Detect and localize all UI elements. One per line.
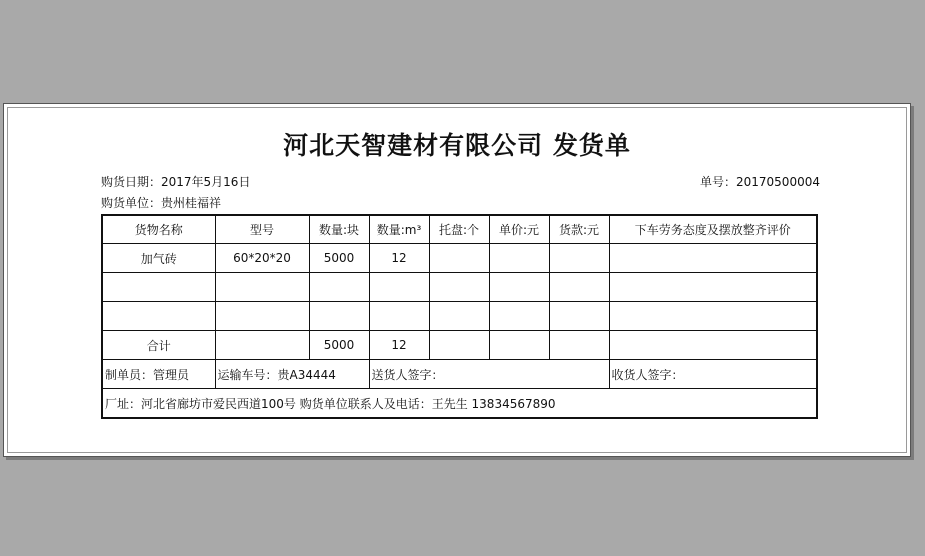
- cell: [309, 273, 369, 302]
- col-header-qty-m3: 数量:m³: [369, 215, 429, 244]
- document-title: 河北天智建材有限公司 发货单: [283, 131, 631, 160]
- factory-address: 厂址：河北省廊坊市爱民西道100号 购货单位联系人及电话：王先生 13834567890: [102, 389, 817, 419]
- cell: [215, 331, 309, 360]
- col-header-unit-price: 单价:元: [489, 215, 549, 244]
- col-header-model: 型号: [215, 215, 309, 244]
- cell: [429, 273, 489, 302]
- total-row: [102, 331, 817, 360]
- col-header-amount: 货款:元: [549, 215, 609, 244]
- order-number: 单号：20170500004: [700, 175, 820, 189]
- sender-signature-field: 送货人签字：: [369, 360, 609, 389]
- receiver-signature-field: 收货人签字：: [609, 360, 817, 389]
- cell: [609, 244, 817, 273]
- document-page: [3, 103, 911, 457]
- col-header-pallets: 托盘:个: [429, 215, 489, 244]
- total-label: 合计: [102, 331, 215, 360]
- cell: [429, 302, 489, 331]
- cell: 5000: [309, 244, 369, 273]
- col-header-goods-name: 货物名称: [102, 215, 215, 244]
- cell: [102, 273, 215, 302]
- table-row: [102, 273, 817, 302]
- table-row: [102, 302, 817, 331]
- total-qty-blocks: 5000: [309, 331, 369, 360]
- col-header-qty-blocks: 数量:块: [309, 215, 369, 244]
- total-qty-m3: 12: [369, 331, 429, 360]
- cell: [215, 302, 309, 331]
- vehicle-field: 运输车号：贵A34444: [215, 360, 369, 389]
- cell: 60*20*20: [215, 244, 309, 273]
- cell: [609, 273, 817, 302]
- table-header-row: [102, 215, 817, 244]
- cell: 加气砖: [102, 244, 215, 273]
- cell: [549, 331, 609, 360]
- cell: [489, 302, 549, 331]
- cell: [369, 302, 429, 331]
- cell: [489, 244, 549, 273]
- address-row: [102, 389, 817, 419]
- cell: [429, 331, 489, 360]
- purchase-date: 购货日期：2017年5月16日: [101, 175, 251, 189]
- cell: [609, 331, 817, 360]
- cell: [489, 331, 549, 360]
- cell: 12: [369, 244, 429, 273]
- cell: [609, 302, 817, 331]
- cell: [102, 302, 215, 331]
- cell: [549, 244, 609, 273]
- cell: [429, 244, 489, 273]
- cell: [369, 273, 429, 302]
- signature-row: [102, 360, 817, 389]
- maker-field: 制单员：管理员: [102, 360, 215, 389]
- cell: [309, 302, 369, 331]
- cell: [489, 273, 549, 302]
- table-row: [102, 244, 817, 273]
- cell: [549, 302, 609, 331]
- buyer-unit: 购货单位：贵州桂福祥: [101, 196, 222, 210]
- delivery-table: [101, 214, 818, 419]
- cell: [549, 273, 609, 302]
- cell: [215, 273, 309, 302]
- col-header-evaluation: 下车劳务态度及摆放整齐评价: [609, 215, 817, 244]
